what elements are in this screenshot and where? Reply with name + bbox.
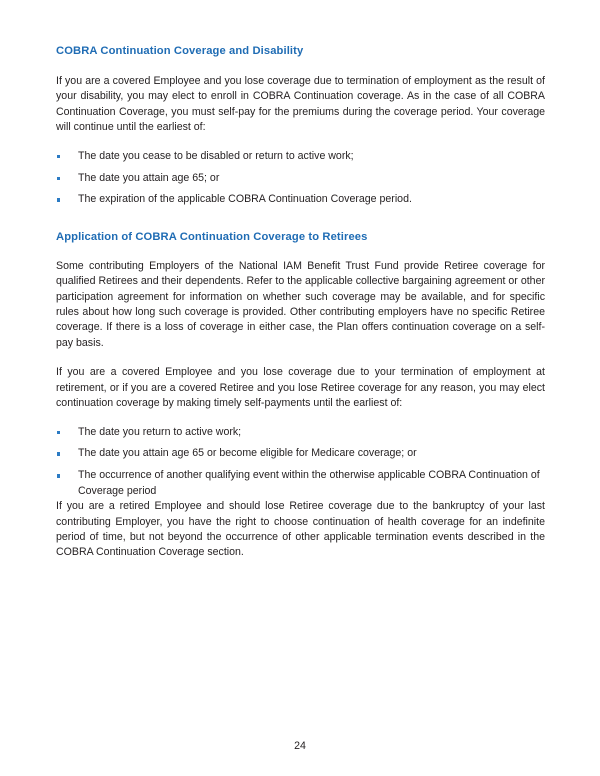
section-block-disability xyxy=(56,44,545,59)
list-item xyxy=(56,425,545,440)
square-bullet-icon xyxy=(57,431,60,434)
square-bullet-icon xyxy=(57,474,60,477)
list-item-label: The occurrence of another qualifying event within the otherwise applicable COBRA Continuation of Coverage period xyxy=(78,469,540,497)
section-block-retirees xyxy=(56,230,545,245)
bullet-list-retiree-conditions xyxy=(56,425,545,500)
square-bullet-icon xyxy=(57,155,60,158)
list-item-label: The date you cease to be disabled or return to active work; xyxy=(78,149,354,162)
list-item-label: The date you attain age 65; or xyxy=(78,171,220,184)
paragraph-retirement-election: If you are a covered Employee and you lose coverage due to your termination of employment at retirement, or if you are a covered Retiree and you lose Retiree coverage for any reason, you may elect continuation coverage by making timely self-payments until the earliest of: xyxy=(56,366,545,410)
square-bullet-icon xyxy=(57,177,60,180)
paragraph-retiree-employers: Some contributing Employers of the National IAM Benefit Trust Fund provide Retiree coverage for qualified Retirees and their dependents. Refer to the applicable collective bargaining agreement or other participation agreement for information on whether such coverage may be available, and for specific rules about how long such coverage is provided. Other contributing employers have no specific Retiree coverage. If there is a loss of coverage in either case, the Plan offers continuation coverage on a self-pay basis. xyxy=(56,259,545,349)
section-heading-cobra-retirees: Application of COBRA Continuation Coverage to Retirees xyxy=(56,230,368,243)
list-item-label: The date you attain age 65 or become eligible for Medicare coverage; or xyxy=(78,447,417,460)
list-item xyxy=(56,171,545,186)
square-bullet-icon xyxy=(57,452,60,455)
list-item xyxy=(56,468,545,499)
page-content xyxy=(56,44,545,561)
list-item xyxy=(56,446,545,461)
paragraph-bankruptcy: If you are a retired Employee and should lose Retiree coverage due to the bankruptcy of your last contributing Employer, you have the right to choose continuation of health coverage for an indefinite period of time, but not beyond the occurrence of other applicable termination events described in the COBRA Continuation Coverage section. xyxy=(56,500,545,559)
list-item xyxy=(56,192,545,207)
section-heading-cobra-disability: COBRA Continuation Coverage and Disability xyxy=(56,45,304,57)
bullet-list-disability-conditions xyxy=(56,149,545,208)
list-item-label: The date you return to active work; xyxy=(78,425,242,438)
square-bullet-icon xyxy=(57,198,60,201)
page-number: 24 xyxy=(294,740,306,752)
list-item-label: The expiration of the applicable COBRA Continuation Coverage period. xyxy=(78,193,412,206)
paragraph-disability-intro: If you are a covered Employee and you lose coverage due to termination of employment as the result of your disability, you may elect to enroll in COBRA Continuation coverage. As in the case of all COBRA Continuation Coverage, you must self-pay for the premiums during the coverage period. Your coverage will continue until the earliest of: xyxy=(56,75,545,134)
list-item xyxy=(56,149,545,164)
